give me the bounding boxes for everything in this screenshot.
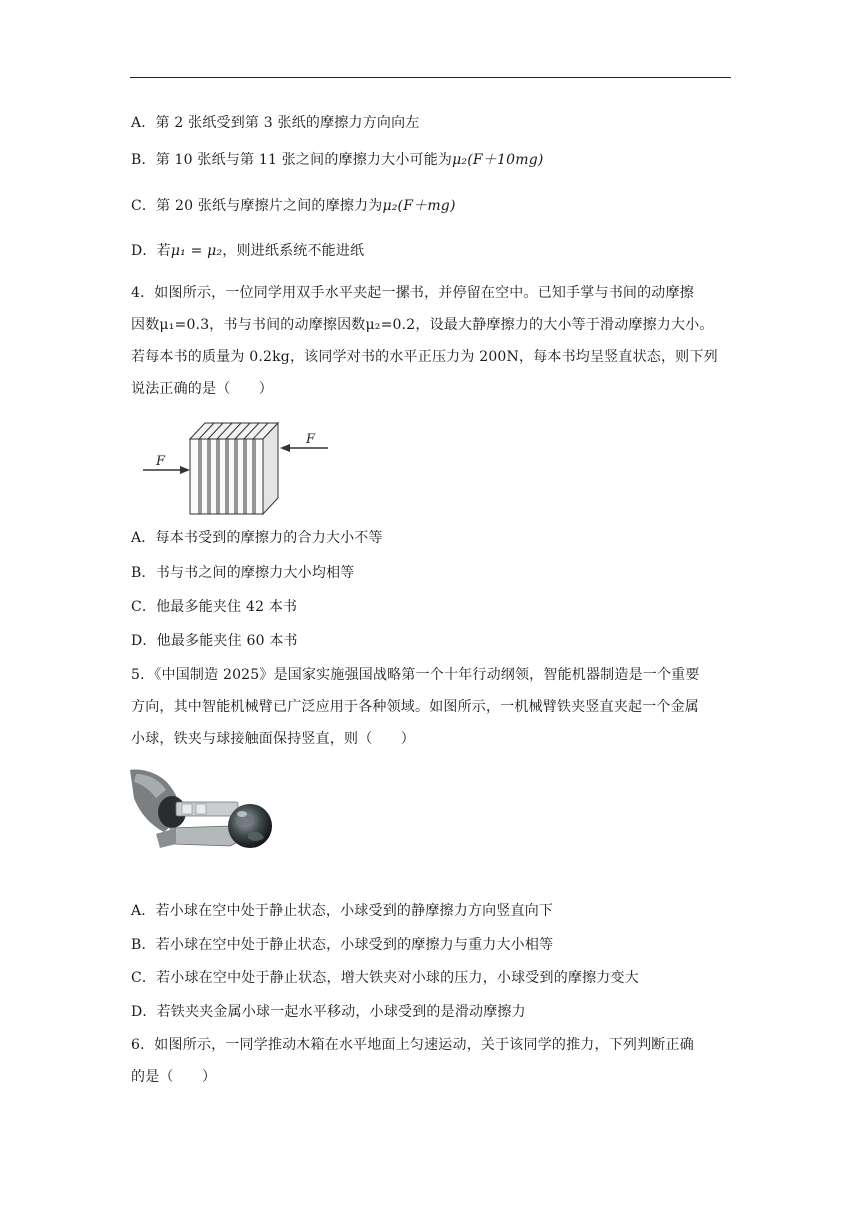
q6-stem-line-1: 6．如图所示，一同学推动木箱在水平地面上匀速运动，关于该同学的推力，下列判断正确 xyxy=(131,1037,694,1053)
q4-stem-line-3: 若每本书的质量为 0.2kg，该同学对书的水平正压力为 200N，每本书均呈竖直状态，则下列 xyxy=(131,349,718,365)
q5-stem-line-3: 小球，铁夹与球接触面保持竖直，则（ ） xyxy=(131,731,415,747)
q5-option-c: C．若小球在空中处于静止状态，增大铁夹对小球的压力，小球受到的摩擦力变大 xyxy=(131,970,639,986)
q4-stem-line-2: 因数μ₁=0.3，书与书间的动摩擦因数μ₂=0.2，设最大静摩擦力的大小等于滑动摩擦力大小。 xyxy=(131,317,714,333)
q4-option-a: A．每本书受到的摩擦力的合力大小不等 xyxy=(131,530,383,546)
q5-stem-line-2: 方向，其中智能机械臂已广泛应用于各种领域。如图所示，一机械臂铁夹竖直夹起一个金属 xyxy=(131,699,699,715)
q3-option-d xyxy=(131,241,364,261)
q6-stem-line-2: 的是（ ） xyxy=(131,1069,217,1085)
q5-option-a: A．若小球在空中处于静止状态，小球受到的静摩擦力方向竖直向下 xyxy=(131,903,554,919)
q5-stem-line-1: 5．《中国制造 2025》是国家实施强国战略第一个十年行动纲领，智能机器制造是一个重要 xyxy=(131,667,700,683)
q4-stem-line-1: 4．如图所示，一位同学用双手水平夹起一摞书，并停留在空中。已知手掌与书间的动摩擦 xyxy=(131,285,694,301)
q3-option-a: A．第 2 张纸受到第 3 张纸的摩擦力方向向左 xyxy=(131,115,420,131)
books-figure xyxy=(138,415,338,515)
q3-option-d-post: ，则进纸系统不能进纸 xyxy=(222,243,365,259)
q4-option-c: C．他最多能夹住 42 本书 xyxy=(131,599,298,615)
q4-option-d: D．他最多能夹住 60 本书 xyxy=(131,633,298,649)
q3-option-b xyxy=(131,150,544,170)
q4-option-b: B．书与书之间的摩擦力大小均相等 xyxy=(131,565,355,581)
robot-arm-figure xyxy=(130,768,280,856)
q3-option-b-text: B．第 10 张纸与第 11 张之间的摩擦力大小可能为 xyxy=(131,152,453,168)
q3-option-c-formula: μ₂(F＋mg) xyxy=(382,198,456,214)
q3-option-d-pre: D．若 xyxy=(131,243,171,259)
q3-option-c xyxy=(131,196,456,216)
q3-option-d-formula: μ₁ = μ₂ xyxy=(170,243,223,259)
header-rule xyxy=(130,77,731,78)
q4-stem-line-4: 说法正确的是（ ） xyxy=(131,381,273,397)
q5-option-d: D．若铁夹夹金属小球一起水平移动，小球受到的是滑动摩擦力 xyxy=(131,1004,526,1020)
q5-option-b: B．若小球在空中处于静止状态，小球受到的摩擦力与重力大小相等 xyxy=(131,937,554,953)
q3-option-b-formula: μ₂(F＋10mg) xyxy=(452,152,544,168)
force-label-right: F xyxy=(306,432,316,447)
force-label-left: F xyxy=(156,454,166,469)
q3-option-c-text: C．第 20 张纸与摩擦片之间的摩擦力为 xyxy=(131,198,383,214)
